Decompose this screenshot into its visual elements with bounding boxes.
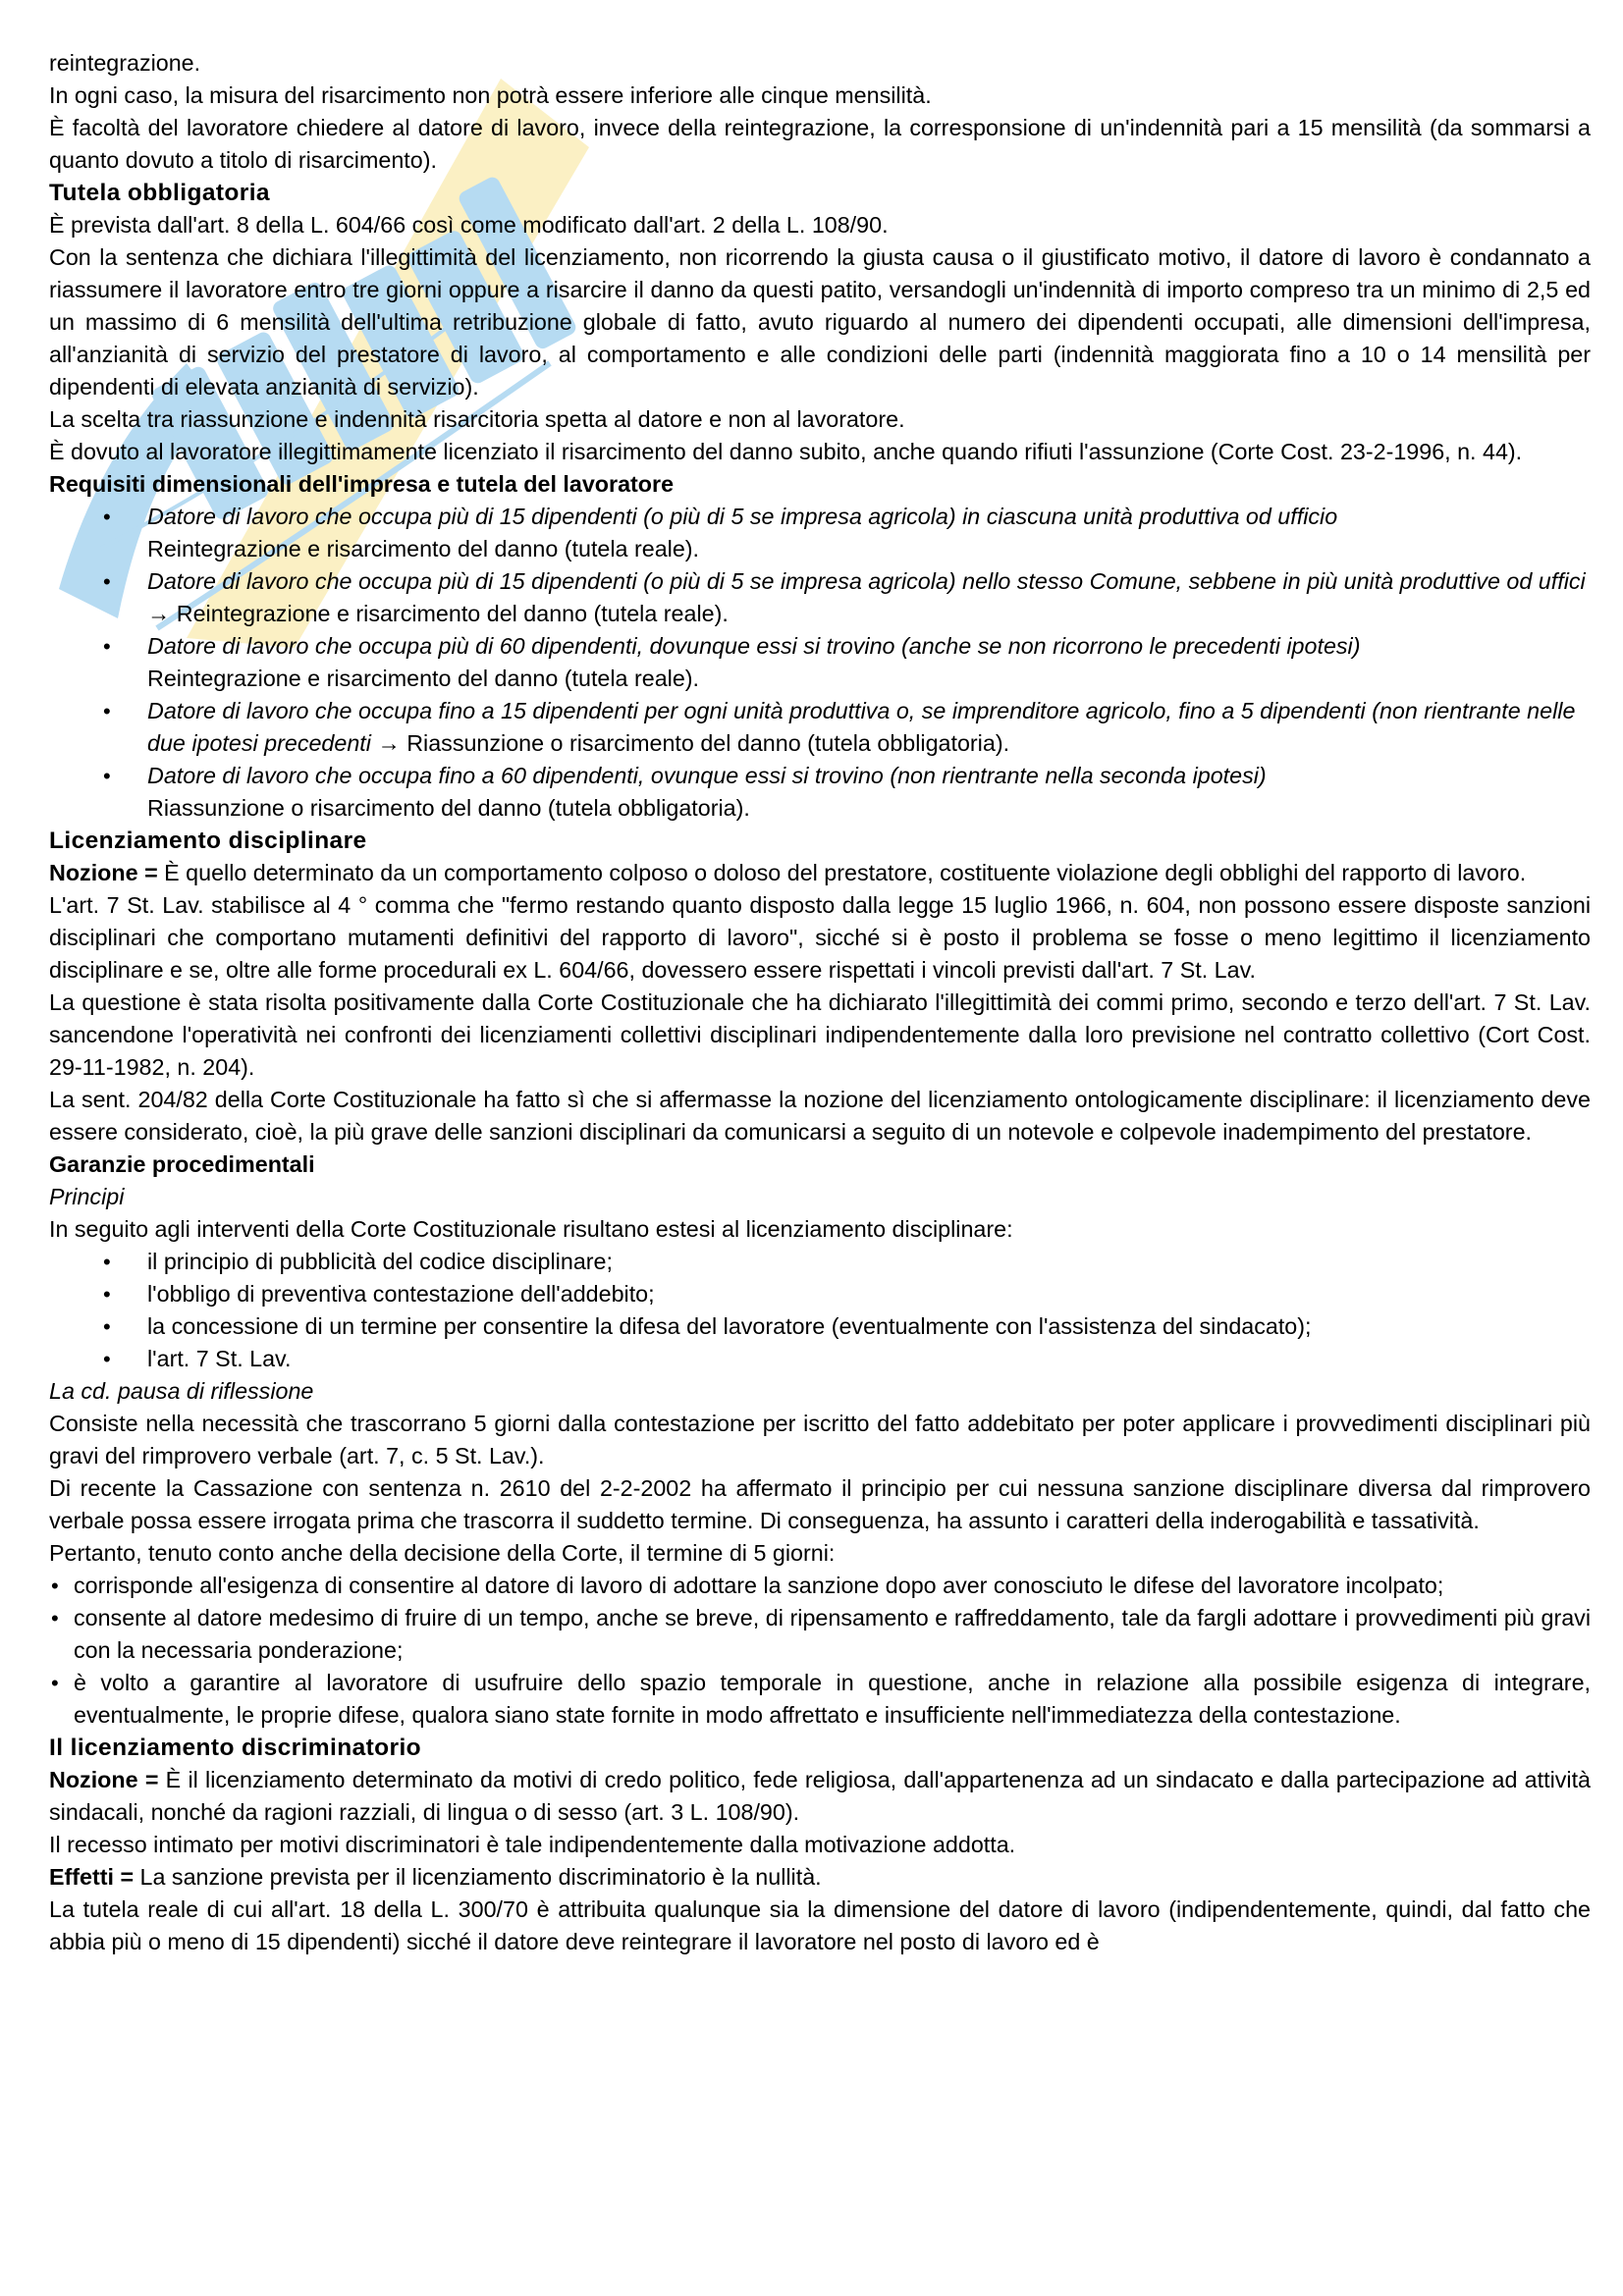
subheading-pausa-riflessione: La cd. pausa di riflessione — [49, 1378, 314, 1404]
paragraph — [49, 1861, 1591, 1894]
requisiti-list — [49, 501, 1591, 825]
paragraph: In seguito agli interventi della Corte Costituzionale risultano estesi al licenziamento disciplinare: — [49, 1216, 1013, 1242]
nozione-text: È quello determinato da un comportamento colposo o doloso del prestatore, costituente violazione degli obblighi del rapporto di lavoro. — [157, 860, 1527, 885]
paragraph: Pertanto, tenuto conto anche della decisione della Corte, il termine di 5 giorni: — [49, 1540, 836, 1566]
principi-list — [49, 1246, 1591, 1375]
list-item: • il principio di pubblicità del codice disciplinare; — [49, 1246, 1591, 1278]
list-item: • corrisponde all'esigenza di consentire al datore di lavoro di adottare la sanzione dopo aver conosciuto le difese del lavoratore incolpato; — [49, 1570, 1591, 1602]
list-item — [49, 501, 1591, 565]
requisito-result: Riassunzione o risarcimento del danno (tutela obbligatoria). — [147, 795, 750, 821]
nozione-label: Nozione = — [49, 860, 158, 885]
section-heading-tutela-obbligatoria: Tutela obbligatoria — [49, 180, 270, 206]
section-heading-discriminatorio: Il licenziamento discriminatorio — [49, 1735, 422, 1761]
list-item: • la concessione di un termine per consentire la difesa del lavoratore (eventualmente con l'assistenza del sindacato); — [49, 1310, 1591, 1343]
requisito-result: Riassunzione o risarcimento del danno (tutela obbligatoria). — [406, 730, 1010, 756]
effetti-text: La sanzione prevista per il licenziamento discriminatorio è la nullità. — [134, 1864, 822, 1890]
list-item: • è volto a garantire al lavoratore di usufruire dello spazio temporale in questione, anche in relazione alla possibile esigenza di integrare, eventualmente, le proprie difese, qualora siano state fornite in modo affrettato e insufficiente nell'immediatezza della contestazione. — [49, 1667, 1591, 1732]
paragraph: La scelta tra riassunzione e indennità risarcitoria spetta al datore e non al lavoratore. — [49, 406, 905, 432]
paragraph: La sent. 204/82 della Corte Costituzionale ha fatto sì che si affermasse la nozione del licenziamento ontologicamente disciplinare: il licenziamento deve essere considerato, cioè, la più grave delle sanzioni disciplinari da comunicarsi a seguito di un notevole e colpevole inadempimento del prestatore. — [49, 1087, 1591, 1145]
paragraph: Di recente la Cassazione con sentenza n. 2610 del 2-2-2002 ha affermato il principio per cui nessuna sanzione disciplinare diversa dal rimprovero verbale possa essere irrogata prima che trascorra il suddetto termine. Di conseguenza, ha assunto i caratteri della inderogabilità e tassatività. — [49, 1475, 1591, 1533]
paragraph: La tutela reale di cui all'art. 18 della L. 300/70 è attribuita qualunque sia la dimensione del datore di lavoro (indipendentemente, quindi, dal fatto che abbia più o meno di 15 dipendenti) sicché il datore deve reintegrare il lavoratore nel posto di lavoro ed è — [49, 1896, 1591, 1954]
list-item: • consente al datore medesimo di fruire di un tempo, anche se breve, di ripensamento e raffreddamento, tale da fargli adottare i provvedimenti più gravi con la necessaria ponderazione; — [49, 1602, 1591, 1667]
paragraph: È dovuto al lavoratore illegittimamente licenziato il risarcimento del danno subito, anche quando rifiuti l'assunzione (Corte Cost. 23-2-1996, n. 44). — [49, 439, 1523, 464]
paragraph: Con la sentenza che dichiara l'illegittimità del licenziamento, non ricorrendo la giusta causa o il giustificato motivo, il datore di lavoro è condannato a riassumere il lavoratore entro tre giorni oppure a risarcire il danno da questi patito, versandogli un'indennità di importo compreso tra un minimo di 2,5 ed un massimo di 6 mensilità dell'ultima retribuzione globale di fatto, avuto riguardo al numero dei dipendenti occupati, alle dimensioni dell'impresa, all'anzianità di servizio del prestatore di lavoro, al comportamento e alle condizioni delle parti (indennità maggiorata fino a 10 o 14 mensilità per dipendenti di elevata anzianità di servizio). — [49, 244, 1591, 400]
list-item: • l'obbligo di preventiva contestazione dell'addebito; — [49, 1278, 1591, 1310]
list-item — [49, 565, 1591, 630]
paragraph: L'art. 7 St. Lav. stabilisce al 4 ° comma che "fermo restando quanto disposto dalla legge 15 luglio 1966, n. 604, non possono essere disposte sanzioni disciplinari che comportano mutamenti definitivi del rapporto di lavoro", sicché si è posto il problema se fosse o meno legittimo il licenziamento disciplinare e se, oltre alle forme procedurali ex L. 604/66, dovessero essere rispettati i vincoli previsti dall'art. 7 St. Lav. — [49, 892, 1591, 983]
section-heading-requisiti: Requisiti dimensionali dell'impresa e tutela del lavoratore — [49, 471, 675, 497]
paragraph: È prevista dall'art. 8 della L. 604/66 così come modificato dall'art. 2 della L. 108/90. — [49, 212, 889, 238]
nozione-label: Nozione = — [49, 1767, 159, 1792]
requisito-condition: Datore di lavoro che occupa più di 60 dipendenti, dovunque essi si trovino (anche se non ricorrono le precedenti ipotesi) — [147, 633, 1361, 659]
list-item: • l'art. 7 St. Lav. — [49, 1343, 1591, 1375]
paragraph: Il recesso intimato per motivi discriminatori è tale indipendentemente dalla motivazione addotta. — [49, 1832, 1016, 1857]
arrow-icon: → — [377, 730, 401, 756]
document-page — [49, 47, 1591, 1958]
requisito-result: Reintegrazione e risarcimento del danno (tutela reale). — [176, 601, 729, 626]
termine-list — [49, 1570, 1591, 1732]
requisito-result: Reintegrazione e risarcimento del danno (tutela reale). — [147, 536, 700, 561]
nozione-text: È il licenziamento determinato da motivi di credo politico, fede religiosa, dall'appartenenza ad un sindacato e dalla partecipazione ad attività sindacali, nonché da ragioni razziali, di lingua o di sesso (art. 3 L. 108/90). — [49, 1767, 1591, 1825]
paragraph: La questione è stata risolta positivamente dalla Corte Costituzionale che ha dichiarato l'illegittimità dei commi primo, secondo e terzo dell'art. 7 St. Lav. sancendone l'operatività nei confronti dei licenziamenti collettivi disciplinari indipendentemente dalla loro previsione nel contratto collettivo (Cort Cost. 29-11-1982, n. 204). — [49, 989, 1591, 1080]
requisito-condition: Datore di lavoro che occupa più di 15 dipendenti (o più di 5 se impresa agricola) in ciascuna unità produttiva od ufficio — [147, 504, 1338, 529]
section-heading-licenziamento-disciplinare: Licenziamento disciplinare — [49, 828, 367, 854]
list-item — [49, 760, 1591, 825]
list-item — [49, 630, 1591, 695]
paragraph: reintegrazione. — [49, 50, 201, 76]
arrow-icon: → — [147, 601, 171, 626]
requisito-condition: Datore di lavoro che occupa fino a 60 dipendenti, ovunque essi si trovino (non rientrante nella seconda ipotesi) — [147, 763, 1267, 788]
requisito-condition: Datore di lavoro che occupa fino a 15 dipendenti per ogni unità produttiva o, se imprenditore agricolo, fino a 5 dipendenti (non rientrante nelle due ipotesi precedenti — [147, 698, 1576, 756]
paragraph — [49, 1764, 1591, 1829]
paragraph — [49, 857, 1591, 889]
paragraph: In ogni caso, la misura del risarcimento non potrà essere inferiore alle cinque mensilità. — [49, 82, 932, 108]
paragraph: È facoltà del lavoratore chiedere al datore di lavoro, invece della reintegrazione, la corresponsione di un'indennità pari a 15 mensilità (da sommarsi a quanto dovuto a titolo di risarcimento). — [49, 115, 1591, 173]
list-item — [49, 695, 1591, 760]
paragraph: Consiste nella necessità che trascorrano 5 giorni dalla contestazione per iscritto del fatto addebitato per poter applicare i provvedimenti disciplinari più gravi del rimprovero verbale (art. 7, c. 5 St. Lav.). — [49, 1411, 1591, 1468]
requisito-result: Reintegrazione e risarcimento del danno (tutela reale). — [147, 666, 700, 691]
requisito-condition: Datore di lavoro che occupa più di 15 dipendenti (o più di 5 se impresa agricola) nello stesso Comune, sebbene in più unità produttive od uffici — [147, 568, 1586, 594]
effetti-label: Effetti = — [49, 1864, 135, 1890]
section-heading-garanzie: Garanzie procedimentali — [49, 1151, 315, 1177]
subheading-principi: Principi — [49, 1184, 125, 1209]
